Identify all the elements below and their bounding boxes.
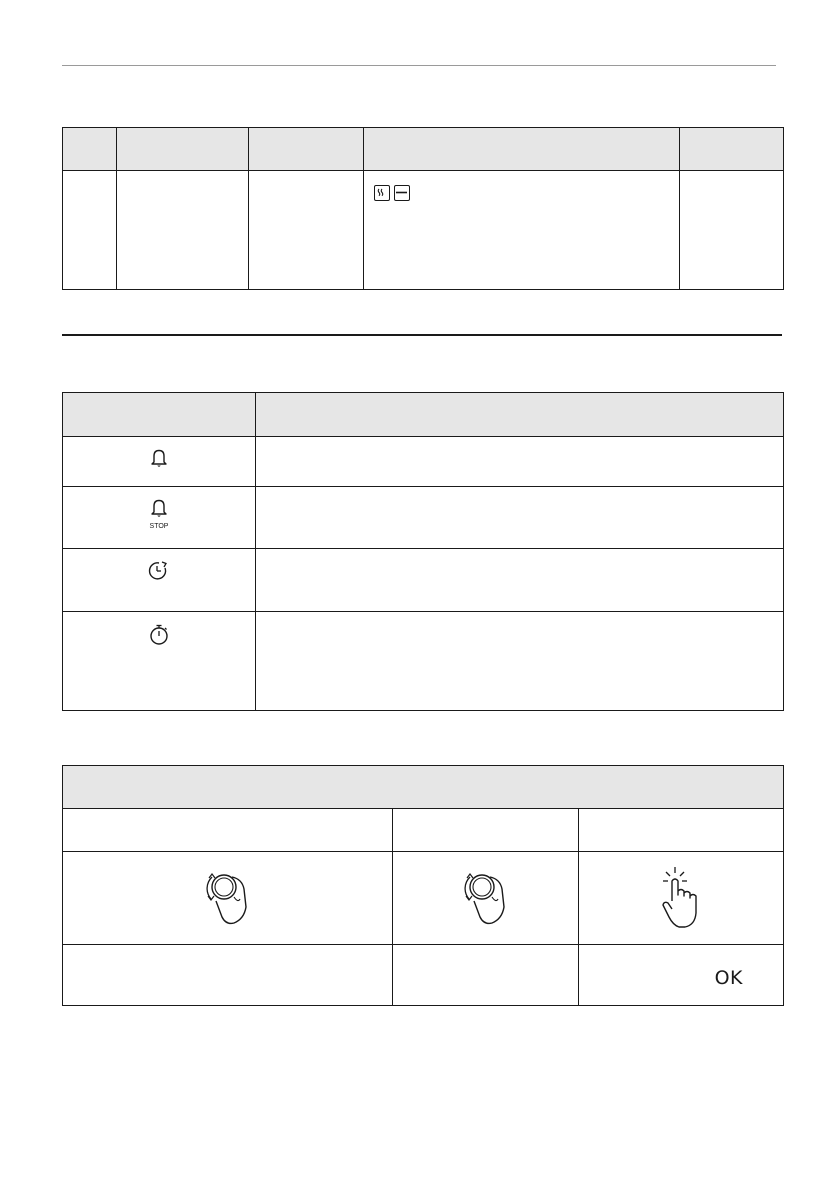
bell-icon — [148, 447, 170, 471]
table-row — [63, 549, 784, 612]
header-cell — [364, 128, 680, 171]
table-header-row — [63, 766, 784, 809]
table-cell — [63, 945, 393, 1006]
table-cell — [249, 171, 364, 290]
header-cell — [63, 766, 784, 809]
table-row — [63, 171, 784, 290]
header-rule — [62, 65, 776, 66]
clock-functions-table — [62, 392, 784, 711]
table-cell — [393, 945, 579, 1006]
description-cell — [256, 549, 784, 612]
description-cell — [256, 612, 784, 711]
table-cell — [117, 171, 249, 290]
stopwatch-icon — [147, 622, 171, 648]
header-cell — [117, 128, 249, 171]
table-cell — [579, 809, 784, 852]
stop-label: STOP — [149, 523, 169, 530]
table-row — [63, 852, 784, 945]
table-cell — [63, 809, 393, 852]
table-row — [63, 487, 784, 549]
illustration-cell — [393, 852, 579, 945]
table-row — [63, 612, 784, 711]
knob-turn-icon — [452, 863, 520, 929]
illustration-cell — [579, 852, 784, 945]
icon-cell — [63, 487, 256, 549]
bottom-heat-icon — [394, 185, 410, 201]
table-row — [63, 809, 784, 852]
header-cell — [256, 393, 784, 437]
header-cell — [63, 128, 117, 171]
clock-arrow-icon — [146, 559, 172, 583]
table-cell — [680, 171, 784, 290]
table-cell — [579, 945, 784, 1006]
table-cell — [393, 809, 579, 852]
icon-cell — [63, 437, 256, 487]
table-row — [63, 437, 784, 487]
heat-waves-icon — [374, 185, 390, 201]
knob-turn-icon — [194, 863, 262, 929]
table-cell — [63, 171, 117, 290]
controls-table — [62, 765, 784, 1006]
description-cell — [256, 487, 784, 549]
finger-press-icon — [651, 861, 711, 931]
illustration-cell — [63, 852, 393, 945]
table-header-row — [63, 393, 784, 437]
heating-function-cell — [364, 171, 680, 290]
bell-stop-icon — [148, 497, 170, 519]
ok-label: OK — [714, 967, 744, 989]
table-row — [63, 945, 784, 1006]
section-divider — [62, 334, 782, 336]
icon-cell — [63, 549, 256, 612]
table-header-row — [63, 128, 784, 171]
header-cell — [63, 393, 256, 437]
program-table — [62, 127, 784, 290]
description-cell — [256, 437, 784, 487]
header-cell — [680, 128, 784, 171]
icon-cell — [63, 612, 256, 711]
header-cell — [249, 128, 364, 171]
